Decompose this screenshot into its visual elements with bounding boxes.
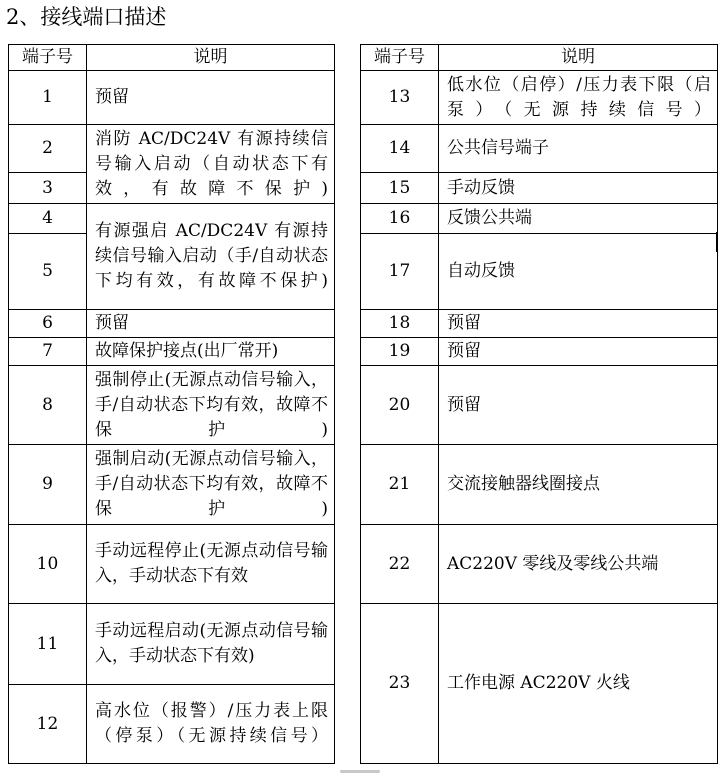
- table-row: [9, 338, 335, 366]
- table-row: [9, 204, 335, 234]
- terminal-number: 15: [361, 173, 439, 204]
- terminal-description: 预留: [439, 366, 718, 445]
- terminal-number: 1: [9, 71, 87, 125]
- terminal-number: 14: [361, 125, 439, 173]
- table-row: [9, 71, 335, 125]
- terminal-number: 5: [9, 234, 87, 310]
- table-row: [361, 445, 718, 525]
- terminal-description: 强制停止(无源点动信号输入，手/自动状态下均有效，故障不保护): [87, 366, 335, 445]
- terminal-description: 自动反馈: [439, 234, 718, 310]
- section-title: 2、接线端口描述: [6, 5, 167, 29]
- table-row: [361, 366, 718, 445]
- terminal-description: 手动反馈: [439, 173, 718, 204]
- table-row: [9, 366, 335, 445]
- terminal-description: 预留: [87, 310, 335, 338]
- terminal-description: 工作电源 AC220V 火线: [439, 604, 718, 764]
- terminal-description: 手动远程启动(无源点动信号输入，手动状态下有效): [87, 604, 335, 685]
- terminal-number: 21: [361, 445, 439, 525]
- description-header: 说明: [439, 45, 718, 71]
- table-row: [9, 604, 335, 685]
- terminal-number: 16: [361, 204, 439, 234]
- terminal-description: 强制启动(无源点动信号输入，手/自动状态下均有效，故障不保护): [87, 445, 335, 525]
- table-row: [361, 125, 718, 173]
- terminal-description: 消防 AC/DC24V 有源持续信号输入启动（自动状态下有效，有故障不保护): [87, 125, 335, 204]
- table-row: [361, 234, 718, 310]
- terminal-description: AC220V 零线及零线公共端: [439, 525, 718, 604]
- terminal-table-right: [360, 44, 718, 764]
- terminal-description: 故障保护接点(出厂常开): [87, 338, 335, 366]
- terminal-description: 预留: [439, 310, 718, 338]
- terminal-number: 13: [361, 71, 439, 125]
- table-row: [361, 71, 718, 125]
- terminal-number: 18: [361, 310, 439, 338]
- scroll-indicator: [340, 770, 380, 773]
- terminal-number: 12: [9, 685, 87, 764]
- terminal-number: 11: [9, 604, 87, 685]
- terminal-description: 高水位（报警）/压力表上限（停泵）（无源持续信号）: [87, 685, 335, 764]
- table-row: [361, 338, 718, 366]
- terminal-description: 预留: [87, 71, 335, 125]
- terminal-number: 3: [9, 173, 87, 204]
- terminal-number-header: 端子号: [9, 45, 87, 71]
- terminal-number: 20: [361, 366, 439, 445]
- table-row: [361, 310, 718, 338]
- terminal-description: 交流接触器线圈接点: [439, 445, 718, 525]
- terminal-number: 10: [9, 525, 87, 604]
- terminal-number: 9: [9, 445, 87, 525]
- terminal-table-left: [8, 44, 335, 764]
- terminal-description: 低水位（启停）/压力表下限（启泵）（无源持续信号）: [439, 71, 718, 125]
- terminal-number: 23: [361, 604, 439, 764]
- table-header-row: [361, 45, 718, 71]
- terminal-number: 22: [361, 525, 439, 604]
- terminal-number: 8: [9, 366, 87, 445]
- table-row: [9, 445, 335, 525]
- table-row: [9, 125, 335, 173]
- table-row: [9, 310, 335, 338]
- terminal-number-header: 端子号: [361, 45, 439, 71]
- table-row: [361, 204, 718, 234]
- terminal-description: 反馈公共端: [439, 204, 718, 234]
- terminal-number: 7: [9, 338, 87, 366]
- table-row: [9, 685, 335, 764]
- table-row: [361, 604, 718, 764]
- terminal-number: 6: [9, 310, 87, 338]
- table-row: [361, 525, 718, 604]
- terminal-description: 手动远程停止(无源点动信号输入，手动状态下有效: [87, 525, 335, 604]
- table-row: [361, 173, 718, 204]
- terminal-description: 公共信号端子: [439, 125, 718, 173]
- table-header-row: [9, 45, 335, 71]
- text-cursor: [716, 232, 718, 252]
- terminal-number: 19: [361, 338, 439, 366]
- description-header: 说明: [87, 45, 335, 71]
- terminal-description: 有源强启 AC/DC24V 有源持续信号输入启动（手/自动状态下均有效，有故障不保护): [87, 204, 335, 310]
- terminal-number: 4: [9, 204, 87, 234]
- table-row: [9, 525, 335, 604]
- terminal-number: 17: [361, 234, 439, 310]
- terminal-number: 2: [9, 125, 87, 173]
- terminal-description: 预留: [439, 338, 718, 366]
